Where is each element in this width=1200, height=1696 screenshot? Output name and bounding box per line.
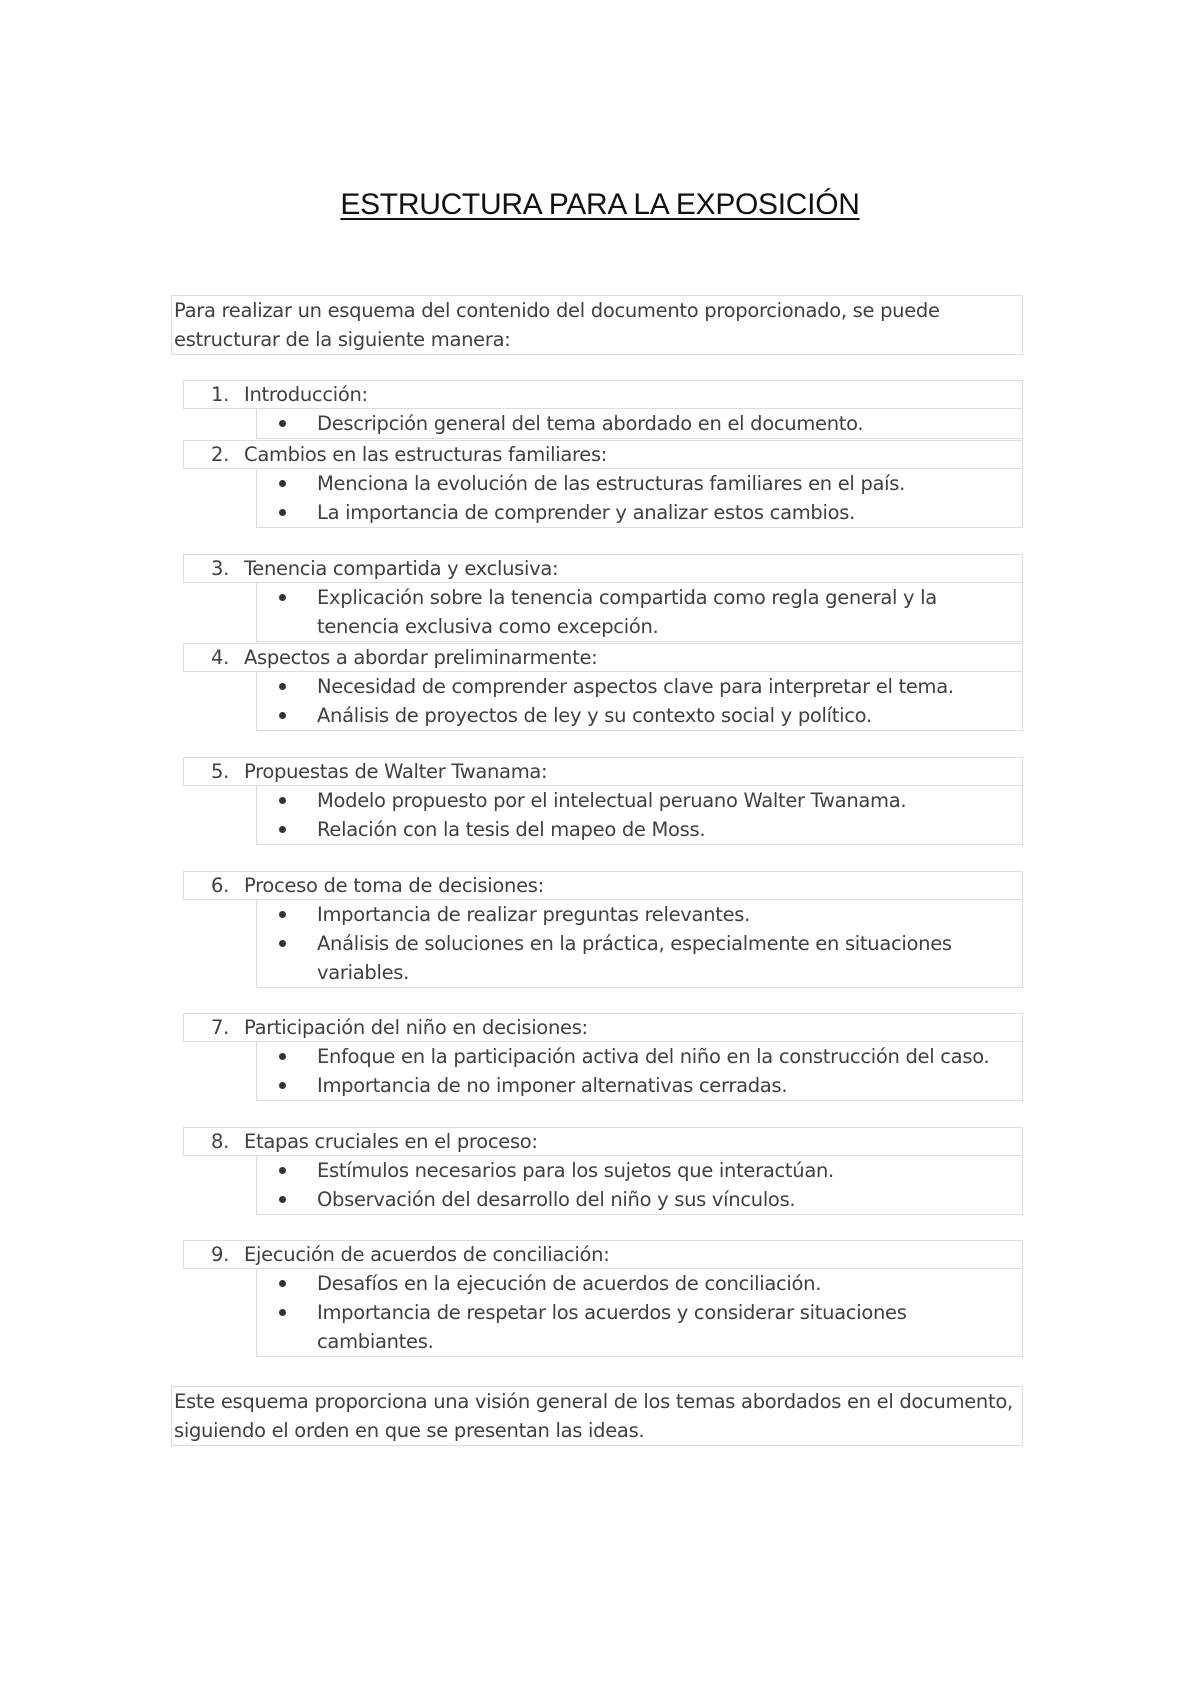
bullet-icon xyxy=(279,683,286,690)
item-label: Participación del niño en decisiones: xyxy=(244,1016,588,1039)
item-number: 8. xyxy=(210,1130,229,1153)
item-label: Propuestas de Walter Twanama: xyxy=(244,760,548,783)
intro-paragraph: Para realizar un esquema del contenido del documento proporcionado, se puede estructurar de la siguiente manera: xyxy=(171,295,1023,355)
item-label: Etapas cruciales en el proceso: xyxy=(244,1130,538,1153)
item-label: Tenencia compartida y exclusiva: xyxy=(244,557,559,580)
bullet-icon xyxy=(279,826,286,833)
outline-item-3 xyxy=(183,554,1023,583)
outline-sublist-1 xyxy=(256,409,1023,439)
item-number: 3. xyxy=(210,557,229,580)
outline-sublist-2 xyxy=(256,469,1023,528)
outline-item-5 xyxy=(183,757,1023,786)
bullet-icon xyxy=(279,420,286,427)
bullet-icon xyxy=(279,1082,286,1089)
list-item: Enfoque en la participación activa del niño en la construcción del caso. xyxy=(257,1042,1022,1071)
list-item: La importancia de comprender y analizar estos cambios. xyxy=(257,498,1022,527)
bullet-icon xyxy=(279,480,286,487)
outline-item-4 xyxy=(183,643,1023,672)
page-title: ESTRUCTURA PARA LA EXPOSICIÓN xyxy=(340,188,860,221)
item-label: Introducción: xyxy=(244,383,368,406)
item-number: 2. xyxy=(210,443,229,466)
bullet-icon xyxy=(279,797,286,804)
outline-item-1 xyxy=(183,380,1023,409)
outline-sublist-8 xyxy=(256,1156,1023,1215)
outline-item-7 xyxy=(183,1013,1023,1042)
bullet-icon xyxy=(279,1167,286,1174)
item-number: 9. xyxy=(210,1243,229,1266)
outline-sublist-3 xyxy=(256,583,1023,642)
item-label: Aspectos a abordar preliminarmente: xyxy=(244,646,598,669)
outline-item-6 xyxy=(183,871,1023,900)
list-item: Relación con la tesis del mapeo de Moss. xyxy=(257,815,1022,844)
outline-item-8 xyxy=(183,1127,1023,1156)
list-item: Descripción general del tema abordado en el documento. xyxy=(257,409,1022,438)
list-item: Desafíos en la ejecución de acuerdos de conciliación. xyxy=(257,1269,1022,1298)
item-number: 4. xyxy=(210,646,229,669)
bullet-icon xyxy=(279,1309,286,1316)
outline-item-9 xyxy=(183,1240,1023,1269)
list-item: Importancia de respetar los acuerdos y considerar situaciones cambiantes. xyxy=(257,1298,1022,1356)
item-label: Ejecución de acuerdos de conciliación: xyxy=(244,1243,610,1266)
bullet-icon xyxy=(279,594,286,601)
outline-sublist-6 xyxy=(256,900,1023,988)
list-item: Explicación sobre la tenencia compartida como regla general y la tenencia exclusiva como excepción. xyxy=(257,583,1022,641)
bullet-icon xyxy=(279,940,286,947)
outline-sublist-9 xyxy=(256,1269,1023,1357)
list-item: Importancia de realizar preguntas relevantes. xyxy=(257,900,1022,929)
list-item: Estímulos necesarios para los sujetos que interactúan. xyxy=(257,1156,1022,1185)
item-number: 5. xyxy=(210,760,229,783)
item-number: 7. xyxy=(210,1016,229,1039)
closing-paragraph: Este esquema proporciona una visión general de los temas abordados en el documento, siguiendo el orden en que se presentan las ideas. xyxy=(171,1386,1023,1446)
outline-item-2 xyxy=(183,440,1023,469)
outline-sublist-5 xyxy=(256,786,1023,845)
bullet-icon xyxy=(279,1280,286,1287)
outline-sublist-4 xyxy=(256,672,1023,731)
list-item: Necesidad de comprender aspectos clave para interpretar el tema. xyxy=(257,672,1022,701)
list-item: Análisis de proyectos de ley y su contexto social y político. xyxy=(257,701,1022,730)
bullet-icon xyxy=(279,712,286,719)
bullet-icon xyxy=(279,911,286,918)
bullet-icon xyxy=(279,1196,286,1203)
item-label: Proceso de toma de decisiones: xyxy=(244,874,544,897)
list-item: Análisis de soluciones en la práctica, especialmente en situaciones variables. xyxy=(257,929,1022,987)
list-item: Modelo propuesto por el intelectual peruano Walter Twanama. xyxy=(257,786,1022,815)
item-label: Cambios en las estructuras familiares: xyxy=(244,443,608,466)
bullet-icon xyxy=(279,509,286,516)
list-item: Menciona la evolución de las estructuras familiares en el país. xyxy=(257,469,1022,498)
bullet-icon xyxy=(279,1053,286,1060)
list-item: Importancia de no imponer alternativas cerradas. xyxy=(257,1071,1022,1100)
list-item: Observación del desarrollo del niño y sus vínculos. xyxy=(257,1185,1022,1214)
item-number: 6. xyxy=(210,874,229,897)
outline-sublist-7 xyxy=(256,1042,1023,1101)
item-number: 1. xyxy=(210,383,229,406)
